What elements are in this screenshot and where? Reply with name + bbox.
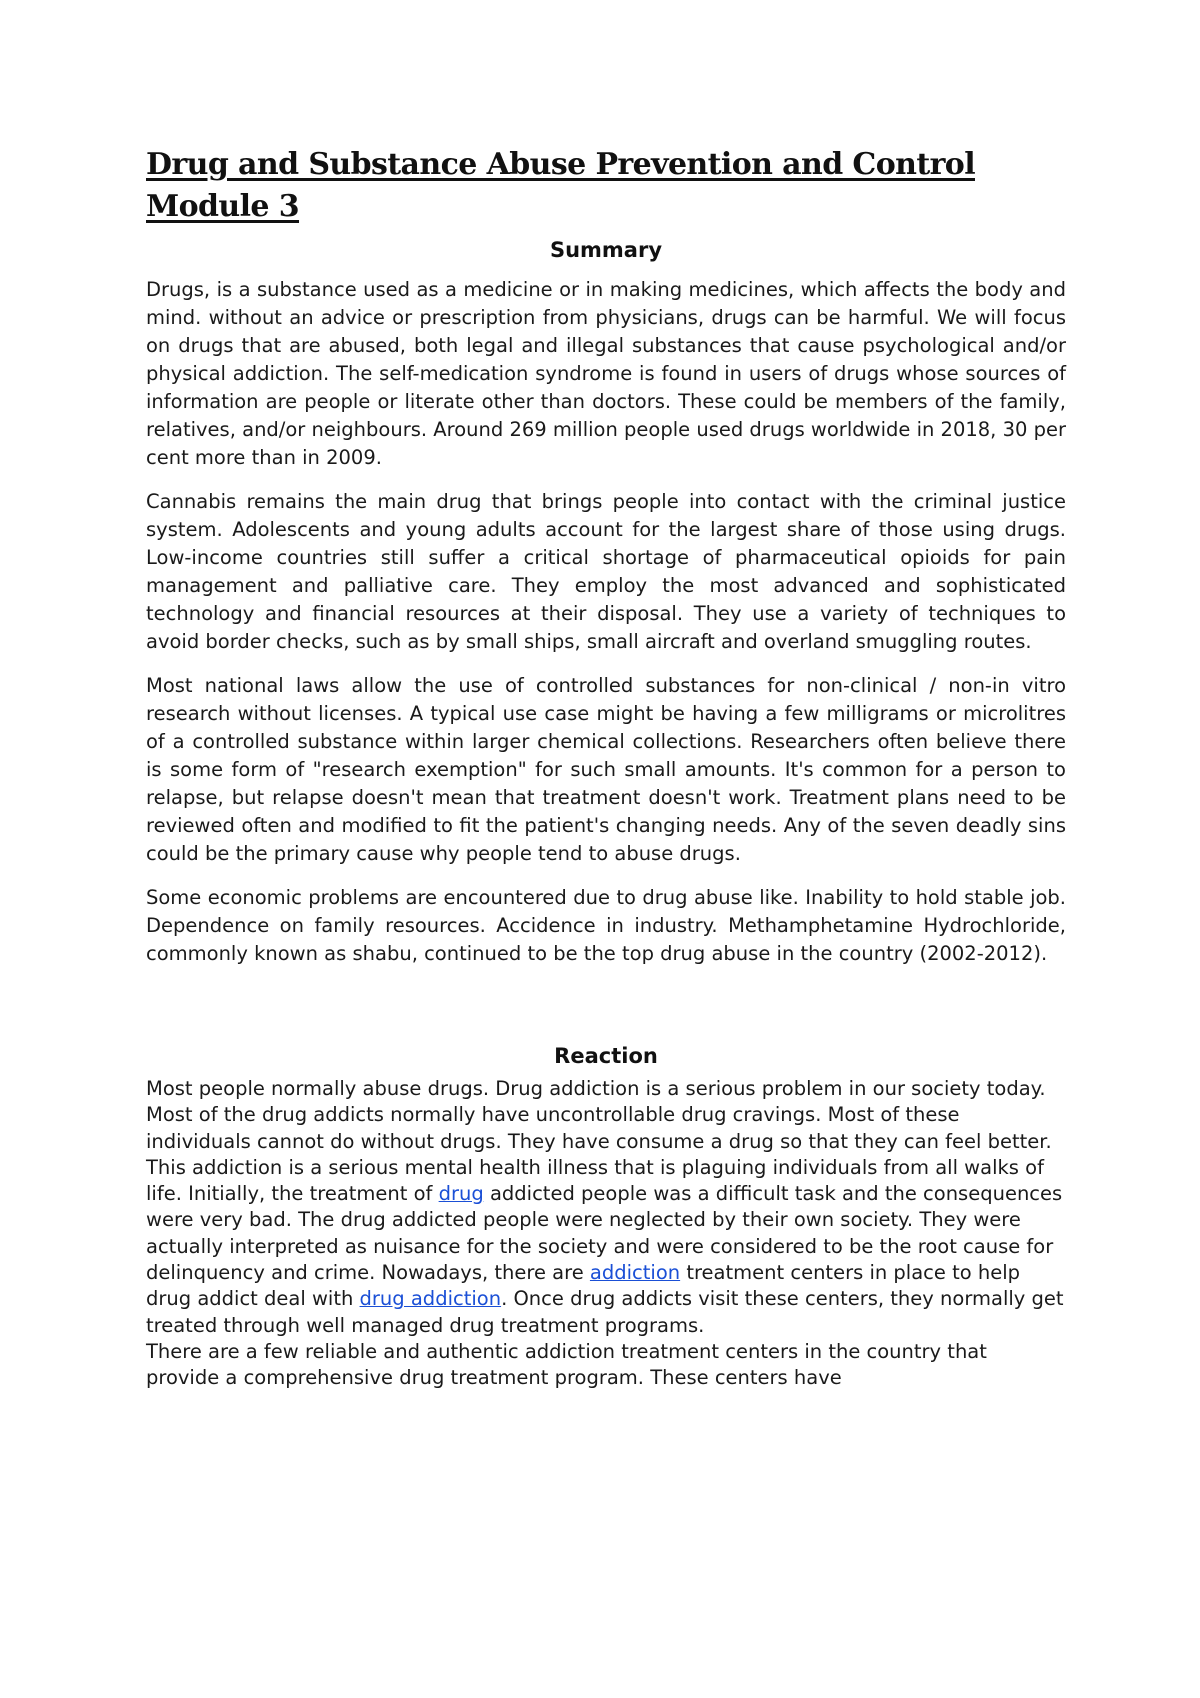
reaction-text-part-2: addicted people was a difficult task and the consequences were very bad. The drug addicted people were neglected by their own society. They were actually interpreted as nuisance for the society and were considered to be the root cause for delinquency and crime. Nowadays, there are — [146, 1182, 1063, 1285]
title-line-2: Module 3 — [146, 189, 300, 224]
summary-paragraph-2: Cannabis remains the main drug that brings people into contact with the criminal justice system. Adolescents and young adults account for the largest share of those using drugs. Low-income countries still suffer a critical shortage of pharmaceutical opioids for pain management and palliative care. They employ the most advanced and sophisticated technology and financial resources at their disposal. They use a variety of techniques to avoid border checks, such as by small ships, small aircraft and overland smuggling routes. — [146, 490, 1066, 653]
reaction-text-part-3: treatment centers in place to help drug addict deal with — [146, 1261, 1021, 1311]
document-content — [146, 144, 1066, 1392]
link-drug[interactable]: drug — [438, 1182, 484, 1206]
reaction-heading: Reaction — [554, 1044, 658, 1068]
summary-paragraph-4: Some economic problems are encountered due to drug abuse like. Inability to hold stable job. Dependence on family resources. Accidence in industry. Methamphetamine Hydrochloride, commonly known as shabu, continued to be the top drug abuse in the country (2002-2012). — [146, 886, 1066, 965]
reaction-paragraph-2: There are a few reliable and authentic addiction treatment centers in the country that provide a comprehensive drug treatment program. These centers have — [146, 1339, 987, 1390]
summary-heading: Summary — [549, 238, 663, 262]
reaction-text-part-1: Most people normally abuse drugs. Drug addiction is a serious problem in our society today. Most of the drug addicts normally have uncontrollable drug cravings. Most of these individuals cannot do without drugs. They have consume a drug so that they can feel better. This addiction is a serious mental health illness that is plaguing individuals from all walks of life. Initially, the treatment of — [146, 1077, 1052, 1206]
link-addiction[interactable]: addiction — [589, 1261, 681, 1285]
summary-paragraph-3: Most national laws allow the use of controlled substances for non-clinical / non-in vitro research without licenses. A typical use case might be having a few milligrams or microlitres of a controlled substance within larger chemical collections. Researchers often believe there is some form of "research exemption" for such small amounts. It's common for a person to relapse, but relapse doesn't mean that treatment doesn't work. Treatment plans need to be reviewed often and modified to fit the patient's changing needs. Any of the seven deadly sins could be the primary cause why people tend to abuse drugs. — [146, 674, 1066, 865]
reaction-text-part-4: . Once drug addicts visit these centers, they normally get treated through well managed drug treatment programs. — [146, 1287, 1064, 1337]
document-title — [146, 144, 1066, 228]
reaction-paragraph-1 — [146, 1076, 1066, 1339]
reaction-body — [146, 1076, 1066, 1392]
link-drug-addiction[interactable]: drug addiction — [359, 1287, 502, 1311]
summary-paragraph-1: Drugs, is a substance used as a medicine or in making medicines, which affects the body and mind. without an advice or prescription from physicians, drugs can be harmful. We will focus on drugs that are abused, both legal and illegal substances that cause psychological and/or physical addiction. The self-medication syndrome is found in users of drugs whose sources of information are people or literate other than doctors. These could be members of the family, relatives, and/or neighbours. Around 269 million people used drugs worldwide in 2018, 30 per cent more than in 2009. — [146, 278, 1066, 469]
title-line-1: Drug and Substance Abuse Prevention and Control — [146, 147, 975, 182]
